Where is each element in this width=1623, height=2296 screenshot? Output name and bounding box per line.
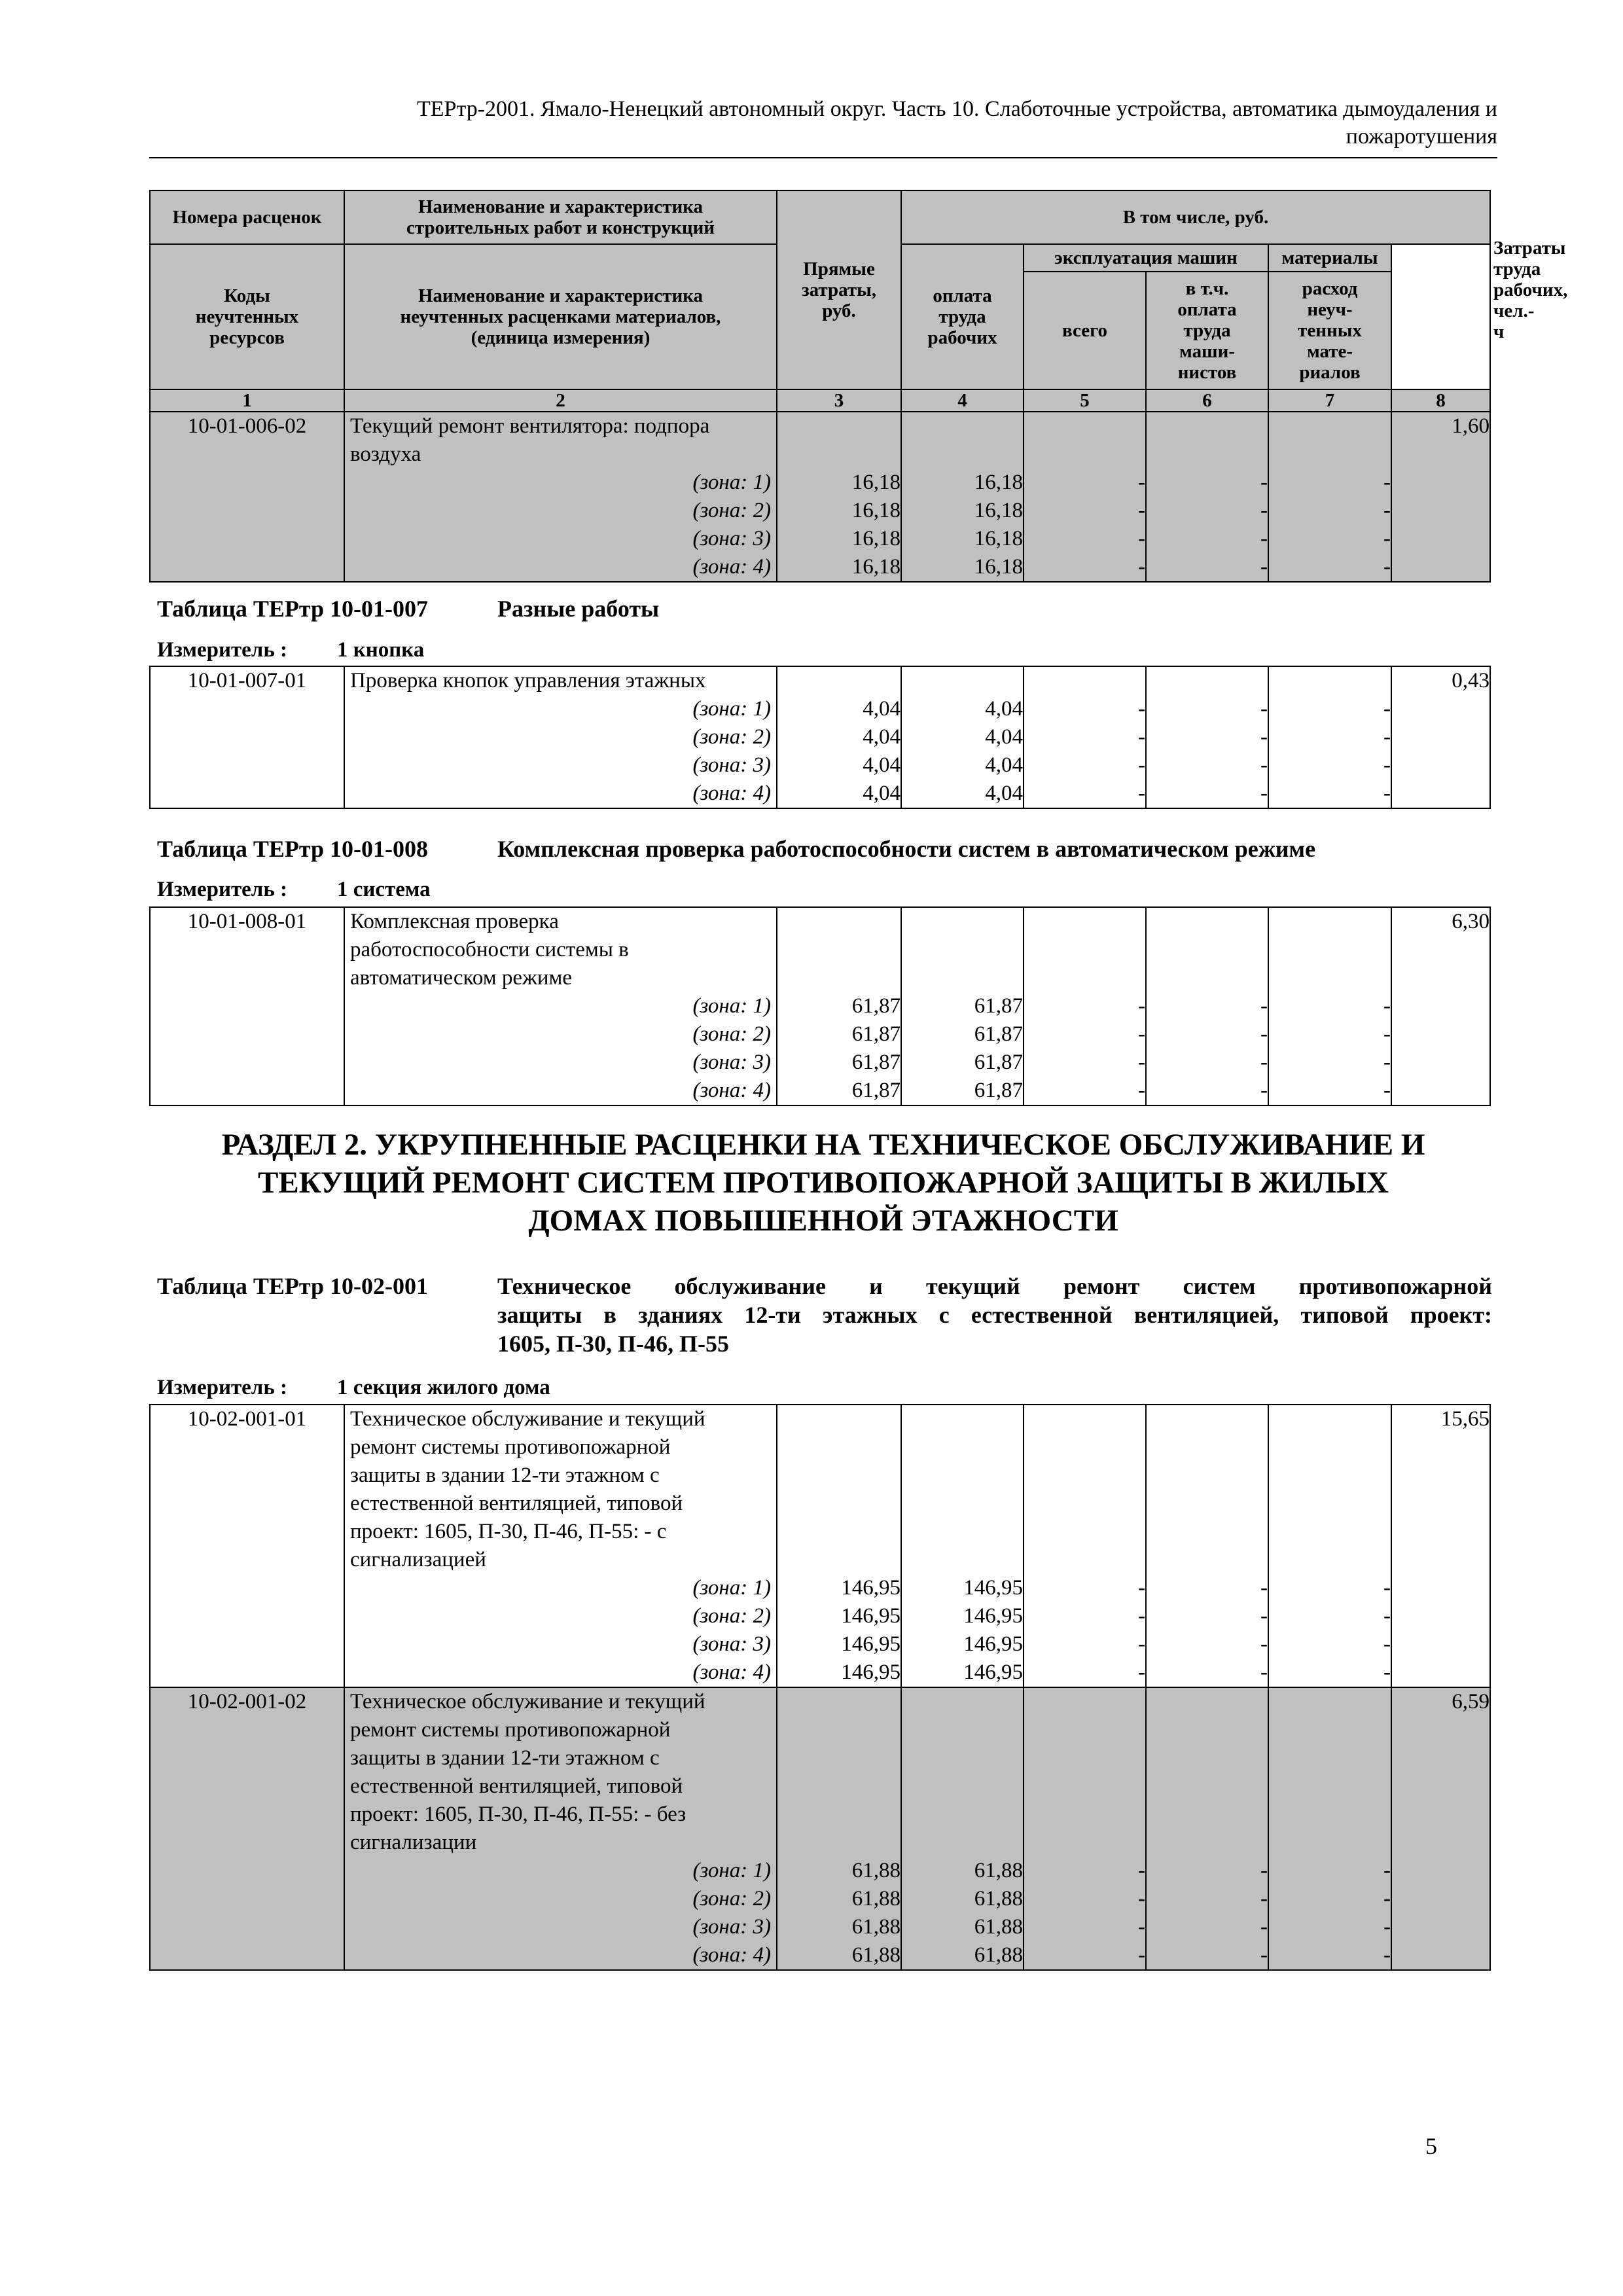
rate-name-line: работоспособности системы в [350, 938, 629, 961]
header-machines-total: всего [1024, 272, 1146, 389]
header-machinists-line: оплата [1177, 299, 1237, 320]
header-materials-line: риалов [1299, 362, 1361, 383]
zone-label: (зона: 3) [692, 753, 771, 777]
dash-value: - [1138, 1022, 1145, 1046]
labor-hours-value: 0,43 [1452, 669, 1489, 692]
zone-label: (зона: 1) [692, 1576, 771, 1600]
dash-value: - [1383, 1632, 1391, 1656]
table-name [497, 1272, 1492, 1358]
dash-value: - [1138, 555, 1145, 579]
table-title-10-02-001 [157, 1272, 1492, 1358]
dash-value: - [1383, 555, 1391, 579]
header-labor-pay-line: труда [938, 306, 986, 327]
dash-value: - [1138, 1943, 1145, 1967]
header-material-line: неучтенных расценками материалов, [400, 306, 721, 327]
table-id: Таблица ТЕРтр 10-01-007 [157, 596, 429, 622]
machines-total-cell [1024, 1687, 1146, 1970]
table-name-line: Техническое обслуживание и текущий ремонт систем противопожарной [497, 1273, 1492, 1299]
dash-value: - [1383, 994, 1391, 1018]
machines-total-cell [1024, 1405, 1146, 1687]
meter-label: Измеритель : [157, 1376, 288, 1399]
labor-hours-value: 6,59 [1452, 1690, 1489, 1713]
header-machinists-line: в т.ч. [1185, 278, 1229, 299]
header-line-1: ТЕРтр-2001. Ямало-Ненецкий автономный округ. Часть 10. Слаботочные устройства, автоматика дымоудаления и [417, 97, 1497, 121]
header-direct-line: Прямые [803, 259, 875, 279]
dash-value: - [1383, 781, 1391, 805]
direct-costs-cell [777, 666, 901, 808]
table-name-line: защиты в зданиях 12-ти этажных с естественной вентиляцией, типовой проект: [497, 1302, 1492, 1328]
dash-value: - [1383, 527, 1391, 550]
rate-name [344, 1687, 777, 1970]
direct-cost-value: 4,04 [863, 725, 901, 749]
dash-value: - [1383, 753, 1391, 777]
meter-value: 1 система [337, 878, 431, 901]
header-materials-line: мате- [1306, 341, 1353, 362]
labor-pay-cell [901, 907, 1024, 1105]
meter-label: Измеритель : [157, 638, 288, 662]
rate-name [344, 1405, 777, 1687]
labor-hours-cell [1391, 1405, 1490, 1687]
rate-name-line: воздуха [350, 442, 421, 466]
rates-table-10-01-008 [149, 906, 1491, 1106]
section-title-line: РАЗДЕЛ 2. УКРУПНЕННЫЕ РАСЦЕНКИ НА ТЕХНИЧЕСКОЕ ОБСЛУЖИВАНИЕ И [221, 1128, 1425, 1162]
header-codes-line: неучтенных [195, 306, 299, 327]
labor-pay-cell [901, 1405, 1024, 1687]
dash-value: - [1260, 994, 1268, 1018]
labor-pay-value: 61,87 [974, 1050, 1023, 1074]
section-title-line: ТЕКУЩИЙ РЕМОНТ СИСТЕМ ПРОТИВОПОЖАРНОЙ ЗАЩИТЫ В ЖИЛЫХ [258, 1166, 1389, 1200]
dash-value: - [1260, 1632, 1268, 1656]
labor-pay-value: 146,95 [963, 1632, 1023, 1656]
dash-value: - [1260, 499, 1268, 522]
labor-hours-cell [1391, 412, 1490, 582]
direct-costs-cell [777, 412, 901, 582]
rate-name-line: естественной вентиляцией, типовой [350, 1492, 683, 1515]
rate-name [344, 412, 777, 582]
column-number: 8 [1391, 389, 1490, 412]
dash-value: - [1383, 1604, 1391, 1628]
rates-table-10-02-001 [149, 1404, 1491, 1971]
header-direct-line: руб. [822, 300, 856, 321]
rate-code: 10-01-006-02 [150, 412, 344, 582]
labor-pay-value: 4,04 [985, 781, 1023, 805]
header-material-name [344, 244, 777, 389]
direct-cost-value: 61,87 [851, 1079, 901, 1102]
materials-cell [1268, 1405, 1391, 1687]
labor-pay-value: 16,18 [974, 555, 1023, 579]
dash-value: - [1260, 1915, 1268, 1939]
zone-label: (зона: 1) [692, 697, 771, 721]
column-number: 4 [901, 389, 1024, 412]
dash-value: - [1138, 753, 1145, 777]
dash-value: - [1138, 1859, 1145, 1882]
zone-label: (зона: 1) [692, 471, 771, 494]
labor-pay-value: 16,18 [974, 527, 1023, 550]
rate-name-line: сигнализации [350, 1831, 477, 1854]
zone-label: (зона: 4) [692, 1079, 771, 1102]
materials-cell [1268, 666, 1391, 808]
direct-cost-value: 61,87 [851, 994, 901, 1018]
labor-pay-value: 61,87 [974, 1079, 1023, 1102]
zone-label: (зона: 3) [692, 1050, 771, 1074]
table-name: Разные работы [497, 596, 660, 622]
rate-name-line: защиты в здании 12-ти этажном с [350, 1746, 660, 1770]
header-machinists-line: труда [1183, 320, 1231, 341]
dash-value: - [1260, 1859, 1268, 1882]
section-title-line: ДОМАХ ПОВЫШЕННОЙ ЭТАЖНОСТИ [528, 1204, 1118, 1238]
direct-cost-value: 4,04 [863, 697, 901, 721]
zone-label: (зона: 4) [692, 781, 771, 805]
dash-value: - [1383, 1915, 1391, 1939]
rate-name-line: проект: 1605, П-30, П-46, П-55: - с [350, 1520, 667, 1543]
dash-value: - [1260, 1887, 1268, 1910]
rate-name-line: Проверка кнопок управления этажных [350, 669, 706, 692]
meter-label: Измеритель : [157, 878, 288, 901]
direct-costs-cell [777, 1687, 901, 1970]
dash-value: - [1383, 1079, 1391, 1102]
machines-total-cell [1024, 666, 1146, 808]
dash-value: - [1138, 781, 1145, 805]
labor-pay-cell [901, 412, 1024, 582]
dash-value: - [1138, 1915, 1145, 1939]
rate-name-line: проект: 1605, П-30, П-46, П-55: - без [350, 1803, 687, 1826]
table-id: Таблица ТЕРтр 10-01-008 [157, 836, 429, 862]
dash-value: - [1383, 1576, 1391, 1600]
labor-pay-value: 146,95 [963, 1660, 1023, 1684]
labor-pay-value: 4,04 [985, 753, 1023, 777]
header-material-line: Наименование и характеристика [418, 285, 704, 306]
labor-pay-value: 61,87 [974, 1022, 1023, 1046]
labor-hours-cell [1391, 907, 1490, 1105]
direct-cost-value: 61,88 [851, 1859, 901, 1882]
rate-row [150, 666, 1490, 808]
dash-value: - [1383, 1050, 1391, 1074]
labor-hours-value: 15,65 [1440, 1407, 1489, 1431]
machines-total-cell [1024, 412, 1146, 582]
dash-value: - [1260, 1660, 1268, 1684]
header-line-2: пожаротушения [1346, 124, 1497, 149]
labor-pay-value: 146,95 [963, 1604, 1023, 1628]
zone-label: (зона: 2) [692, 725, 771, 749]
dash-value: - [1138, 994, 1145, 1018]
direct-costs-cell [777, 1405, 901, 1687]
direct-cost-value: 146,95 [841, 1576, 901, 1600]
meter-value: 1 кнопка [337, 638, 425, 662]
labor-hours-cell [1391, 666, 1490, 808]
column-number: 3 [777, 389, 901, 412]
rate-code: 10-02-001-02 [150, 1687, 344, 1970]
table-name: Комплексная проверка работоспособности систем в автоматическом режиме [497, 836, 1316, 862]
table-id: Таблица ТЕРтр 10-02-001 [157, 1273, 429, 1299]
machines-total-cell [1024, 907, 1146, 1105]
dash-value: - [1383, 725, 1391, 749]
labor-pay-cell [901, 666, 1024, 808]
dash-value: - [1260, 725, 1268, 749]
labor-pay-value: 4,04 [985, 725, 1023, 749]
dash-value: - [1138, 725, 1145, 749]
dash-value: - [1383, 697, 1391, 721]
zone-label: (зона: 2) [692, 1604, 771, 1628]
dash-value: - [1138, 471, 1145, 494]
direct-cost-value: 4,04 [863, 753, 901, 777]
dash-value: - [1138, 1050, 1145, 1074]
zone-label: (зона: 2) [692, 1022, 771, 1046]
zone-label: (зона: 4) [692, 1660, 771, 1684]
machinists-pay-cell [1146, 412, 1268, 582]
rate-name-line: автоматическом режиме [350, 966, 573, 990]
dash-value: - [1383, 1660, 1391, 1684]
dash-value: - [1383, 471, 1391, 494]
column-number: 5 [1024, 389, 1146, 412]
rate-name-line: сигнализацией [350, 1548, 486, 1571]
labor-pay-value: 16,18 [974, 499, 1023, 522]
dash-value: - [1260, 1604, 1268, 1628]
header-materials-consumption [1268, 272, 1391, 389]
header-including: В том числе, руб. [901, 190, 1490, 244]
rate-name-line: Текущий ремонт вентилятора: подпора [350, 414, 710, 438]
zone-label: (зона: 2) [692, 499, 771, 522]
header-machinists-pay [1146, 272, 1268, 389]
dash-value: - [1138, 1604, 1145, 1628]
zone-label: (зона: 3) [692, 527, 771, 550]
rates-table-10-01-006: Номера расценок Наименование и характеристика строительных работ и конструкций Прямые затраты, руб. В том числе, руб. Затраты труда рабочих, чел.-ч Коды неучтенных ресурсов Наименование и характеристика неучтенных расценками материалов, (единица измерения) оплата труда рабочих эксплуатация машин материалы всего в т.ч. оплата труда маши- нистов расход неуч- тенных мате- риалов 1 2 3 4 5 6 7 8 10-01-006-02 Текущий ремонт вентилятора: подпора воздуха (зона: 1) (зона: 2) (зона: 3) (зона: 4) 16,18 16,18 16,18 16,18 16,18 16,18 16,18 16,18 - - - - - - - - - - - - 1,60 [149, 190, 1491, 583]
labor-hours-value: 1,60 [1452, 414, 1490, 438]
labor-pay-value: 61,88 [974, 1915, 1023, 1939]
materials-cell [1268, 907, 1391, 1105]
machinists-pay-cell [1146, 1405, 1268, 1687]
dash-value: - [1260, 753, 1268, 777]
dash-value: - [1260, 1943, 1268, 1967]
dash-value: - [1260, 1079, 1268, 1102]
rate-code: 10-01-008-01 [150, 907, 344, 1105]
header-codes-line: Коды [224, 285, 270, 306]
rate-name-line: защиты в здании 12-ти этажном с [350, 1463, 660, 1487]
labor-pay-value: 146,95 [963, 1576, 1023, 1600]
header-work-name-line: Наименование и характеристика [418, 196, 704, 217]
labor-pay-value: 61,88 [974, 1859, 1023, 1882]
zone-label: (зона: 1) [692, 1859, 771, 1882]
dash-value: - [1138, 1079, 1145, 1102]
dash-value: - [1260, 527, 1268, 550]
rate-row [150, 1405, 1490, 1687]
rate-row [150, 412, 1490, 582]
zone-label: (зона: 4) [692, 555, 771, 579]
zone-label: (зона: 3) [692, 1632, 771, 1656]
zone-label: (зона: 4) [692, 1943, 771, 1967]
direct-cost-value: 146,95 [841, 1632, 901, 1656]
dash-value: - [1260, 1022, 1268, 1046]
labor-pay-value: 61,88 [974, 1887, 1023, 1910]
header-machines: эксплуатация машин [1024, 244, 1268, 272]
direct-cost-value: 61,88 [851, 1915, 901, 1939]
dash-value: - [1138, 1632, 1145, 1656]
column-number: 7 [1268, 389, 1391, 412]
dash-value: - [1260, 781, 1268, 805]
dash-value: - [1138, 1887, 1145, 1910]
column-number: 1 [150, 389, 344, 412]
header-labor-pay [901, 244, 1024, 389]
rate-name-line: ремонт системы противопожарной [350, 1435, 671, 1459]
dash-value: - [1260, 471, 1268, 494]
materials-cell [1268, 412, 1391, 582]
rate-name [344, 666, 777, 808]
header-rate-numbers: Номера расценок [150, 190, 344, 244]
page-number: 5 [1425, 2133, 1437, 2159]
rate-code: 10-01-007-01 [150, 666, 344, 808]
header-direct-costs [777, 190, 901, 389]
header-work-name-line: строительных работ и конструкций [406, 217, 715, 238]
dash-value: - [1138, 499, 1145, 522]
header-work-name [344, 190, 777, 244]
rate-row [150, 907, 1490, 1105]
direct-costs-cell [777, 907, 901, 1105]
header-labor-pay-line: рабочих [927, 327, 997, 348]
header-resource-codes [150, 244, 344, 389]
direct-cost-value: 16,18 [851, 499, 901, 522]
direct-cost-value: 61,88 [851, 1887, 901, 1910]
labor-hours-value: 6,30 [1452, 910, 1489, 933]
header-material-line: (единица измерения) [471, 327, 651, 348]
machinists-pay-cell [1146, 666, 1268, 808]
dash-value: - [1138, 1576, 1145, 1600]
rate-name-line: естественной вентиляцией, типовой [350, 1774, 683, 1798]
dash-value: - [1260, 555, 1268, 579]
header-materials-line: неуч- [1307, 299, 1353, 320]
direct-cost-value: 61,88 [851, 1943, 901, 1967]
direct-cost-value: 16,18 [851, 471, 901, 494]
dash-value: - [1260, 1576, 1268, 1600]
dash-value: - [1260, 697, 1268, 721]
labor-hours-cell [1391, 1687, 1490, 1970]
rate-row [150, 1687, 1490, 1970]
header-labor-pay-line: оплата [933, 285, 992, 306]
rate-name-line: ремонт системы противопожарной [350, 1718, 671, 1742]
direct-cost-value: 4,04 [863, 781, 901, 805]
column-number: 6 [1146, 389, 1268, 412]
materials-cell [1268, 1687, 1391, 1970]
labor-pay-value: 16,18 [974, 471, 1023, 494]
direct-cost-value: 146,95 [841, 1660, 901, 1684]
dash-value: - [1138, 697, 1145, 721]
direct-cost-value: 61,87 [851, 1050, 901, 1074]
meter-value: 1 секция жилого дома [337, 1376, 550, 1399]
table-name-line: 1605, П-30, П-46, П-55 [497, 1331, 729, 1357]
labor-pay-value: 61,87 [974, 994, 1023, 1018]
header-materials-line: расход [1302, 278, 1358, 299]
header-direct-line: затраты, [801, 279, 877, 300]
zone-label: (зона: 1) [692, 994, 771, 1018]
dash-value: - [1383, 1887, 1391, 1910]
dash-value: - [1260, 1050, 1268, 1074]
dash-value: - [1383, 1943, 1391, 1967]
rate-code: 10-02-001-01 [150, 1405, 344, 1687]
header-materials-line: тенных [1298, 320, 1362, 341]
column-number: 2 [344, 389, 777, 412]
machinists-pay-cell [1146, 907, 1268, 1105]
rate-name-line: Комплексная проверка [350, 910, 559, 933]
zone-label: (зона: 3) [692, 1915, 771, 1939]
direct-cost-value: 146,95 [841, 1604, 901, 1628]
dash-value: - [1383, 1859, 1391, 1882]
rates-table-10-01-007 [149, 666, 1491, 809]
dash-value: - [1138, 1660, 1145, 1684]
page-header [149, 96, 1497, 151]
direct-cost-value: 16,18 [851, 527, 901, 550]
dash-value: - [1383, 1022, 1391, 1046]
labor-pay-cell [901, 1687, 1024, 1970]
dash-value: - [1383, 499, 1391, 522]
dash-value: - [1138, 527, 1145, 550]
header-codes-line: ресурсов [209, 327, 285, 348]
machinists-pay-cell [1146, 1687, 1268, 1970]
labor-pay-value: 4,04 [985, 697, 1023, 721]
rate-name-line: Техническое обслуживание и текущий [350, 1690, 705, 1713]
header-machinists-line: нистов [1177, 362, 1237, 383]
zone-label: (зона: 2) [692, 1887, 771, 1910]
direct-cost-value: 16,18 [851, 555, 901, 579]
header-materials: материалы [1268, 244, 1391, 272]
section-title [149, 1126, 1497, 1240]
labor-pay-value: 61,88 [974, 1943, 1023, 1967]
rate-name-line: Техническое обслуживание и текущий [350, 1407, 705, 1431]
header-machinists-line: маши- [1179, 341, 1235, 362]
header-rule [149, 157, 1497, 158]
rate-name [344, 907, 777, 1105]
direct-cost-value: 61,87 [851, 1022, 901, 1046]
